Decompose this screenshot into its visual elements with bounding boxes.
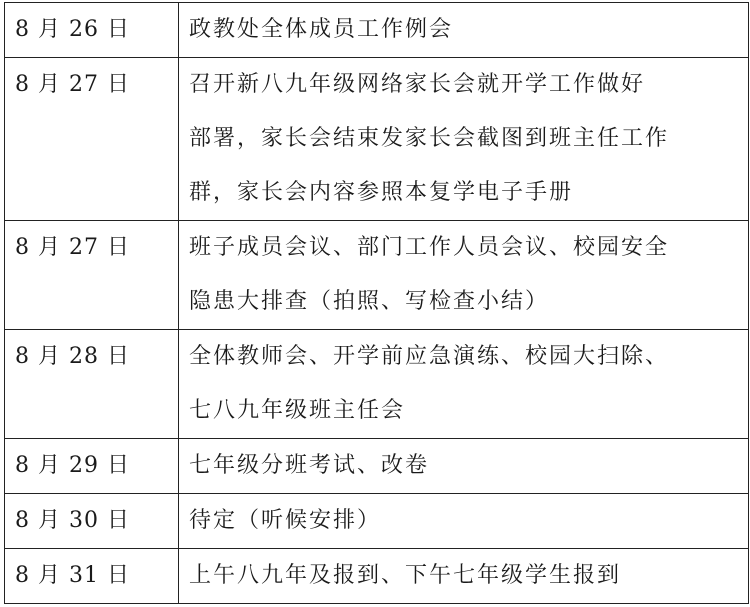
table-row	[5, 330, 749, 439]
task-cell	[179, 58, 749, 221]
date-cell: 8 月 26 日	[5, 3, 179, 58]
table-row	[5, 58, 749, 221]
table-row	[5, 549, 749, 604]
task-cell	[179, 439, 749, 494]
task-cell	[179, 221, 749, 330]
task-cell	[179, 3, 749, 58]
table-row	[5, 439, 749, 494]
date-cell: 8 月 31 日	[5, 549, 179, 604]
date-cell: 8 月 29 日	[5, 439, 179, 494]
task-line: 召开新八九年级网络家长会就开学工作做好	[189, 72, 646, 97]
task-line: 部署，家长会结束发家长会截图到班主任工作	[189, 126, 670, 151]
task-cell	[179, 494, 749, 549]
task-cell	[179, 549, 749, 604]
task-line: 七年级分班考试、改卷	[189, 453, 430, 478]
task-line: 全体教师会、开学前应急演练、校园大扫除、	[189, 344, 670, 369]
date-cell: 8 月 28 日	[5, 330, 179, 439]
task-line: 待定（听候安排）	[189, 508, 382, 533]
task-line: 七八九年级班主任会	[189, 398, 406, 423]
schedule-table	[4, 2, 749, 604]
task-line: 群，家长会内容参照本复学电子手册	[189, 180, 574, 205]
table-row	[5, 494, 749, 549]
task-line: 班子成员会议、部门工作人员会议、校园安全	[189, 235, 670, 260]
date-cell: 8 月 30 日	[5, 494, 179, 549]
date-cell: 8 月 27 日	[5, 58, 179, 221]
task-line: 上午八九年及报到、下午七年级学生报到	[189, 563, 622, 588]
task-line: 隐患大排查（拍照、写检查小结）	[189, 289, 550, 314]
task-line: 政教处全体成员工作例会	[189, 17, 454, 42]
table-row	[5, 3, 749, 58]
date-cell: 8 月 27 日	[5, 221, 179, 330]
task-cell	[179, 330, 749, 439]
table-row	[5, 221, 749, 330]
